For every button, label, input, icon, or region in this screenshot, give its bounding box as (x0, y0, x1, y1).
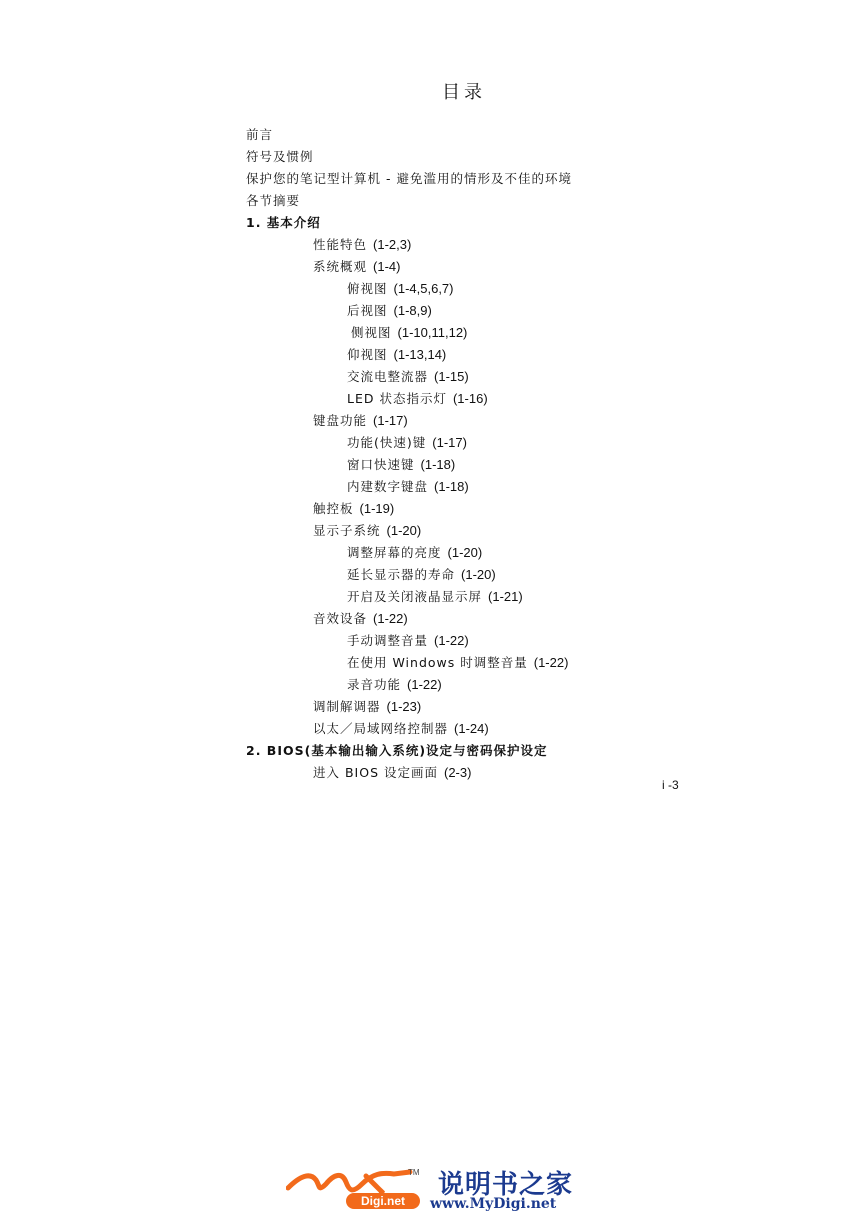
toc-entry: 符号及惯例 (246, 149, 314, 164)
toc-subentry: 在使用 Windows 时调整音量 (1-22) (347, 655, 569, 670)
toc-entry: 显示子系统 (1-20) (313, 523, 422, 538)
toc-subentry: 仰视图 (1-13,14) (347, 347, 447, 362)
toc-subentry: 窗口快速键 (1-18) (347, 457, 456, 472)
toc-entry: 音效设备 (1-22) (313, 611, 408, 626)
digi-net-badge: Digi.net (346, 1193, 420, 1209)
toc-entry: 系统概观 (1-4) (313, 259, 401, 274)
toc-entry: 保护您的笔记型计算机 - 避免滥用的情形及不佳的环境 (246, 171, 572, 186)
toc-subentry: 俯视图 (1-4,5,6,7) (347, 281, 454, 296)
toc-subentry: 手动调整音量 (1-22) (347, 633, 469, 648)
toc-subentry: LED 状态指示灯 (1-16) (347, 391, 488, 406)
toc-subentry: 功能(快速)键 (1-17) (347, 435, 467, 450)
toc-subentry: 内建数字键盘 (1-18) (347, 479, 469, 494)
toc-chapter: 1. 基本介绍 (246, 215, 321, 230)
toc-subentry: 开启及关闭液晶显示屏 (1-21) (347, 589, 523, 604)
toc-subentry: 交流电整流器 (1-15) (347, 369, 469, 384)
toc-subentry: 延长显示器的寿命 (1-20) (347, 567, 496, 582)
trademark-mark: TM (408, 1168, 420, 1177)
toc-entry: 触控板 (1-19) (313, 501, 395, 516)
page-number: i -3 (662, 778, 679, 792)
toc-subentry: 侧视图 (1-10,11,12) (351, 325, 468, 340)
toc-entry: 调制解调器 (1-23) (313, 699, 422, 714)
toc-chapter: 2. BIOS(基本输出输入系统)设定与密码保护设定 (246, 743, 548, 758)
toc-subentry: 调整屏幕的亮度 (1-20) (347, 545, 483, 560)
toc-entry: 键盘功能 (1-17) (313, 413, 408, 428)
toc-entry: 性能特色 (1-2,3) (313, 237, 412, 252)
toc-entry: 前言 (246, 127, 274, 142)
toc-subentry: 后视图 (1-8,9) (347, 303, 432, 318)
toc-entry: 以太／局域网络控制器 (1-24) (313, 721, 489, 736)
toc-subentry: 录音功能 (1-22) (347, 677, 442, 692)
page-title: 目录 (442, 82, 486, 103)
brand-url: www.MyDigi.net (430, 1196, 557, 1212)
toc-entry: 各节摘要 (246, 193, 301, 208)
brand-name: 说明书之家 (438, 1170, 574, 1200)
toc-entry: 进入 BIOS 设定画面 (2-3) (313, 765, 472, 780)
